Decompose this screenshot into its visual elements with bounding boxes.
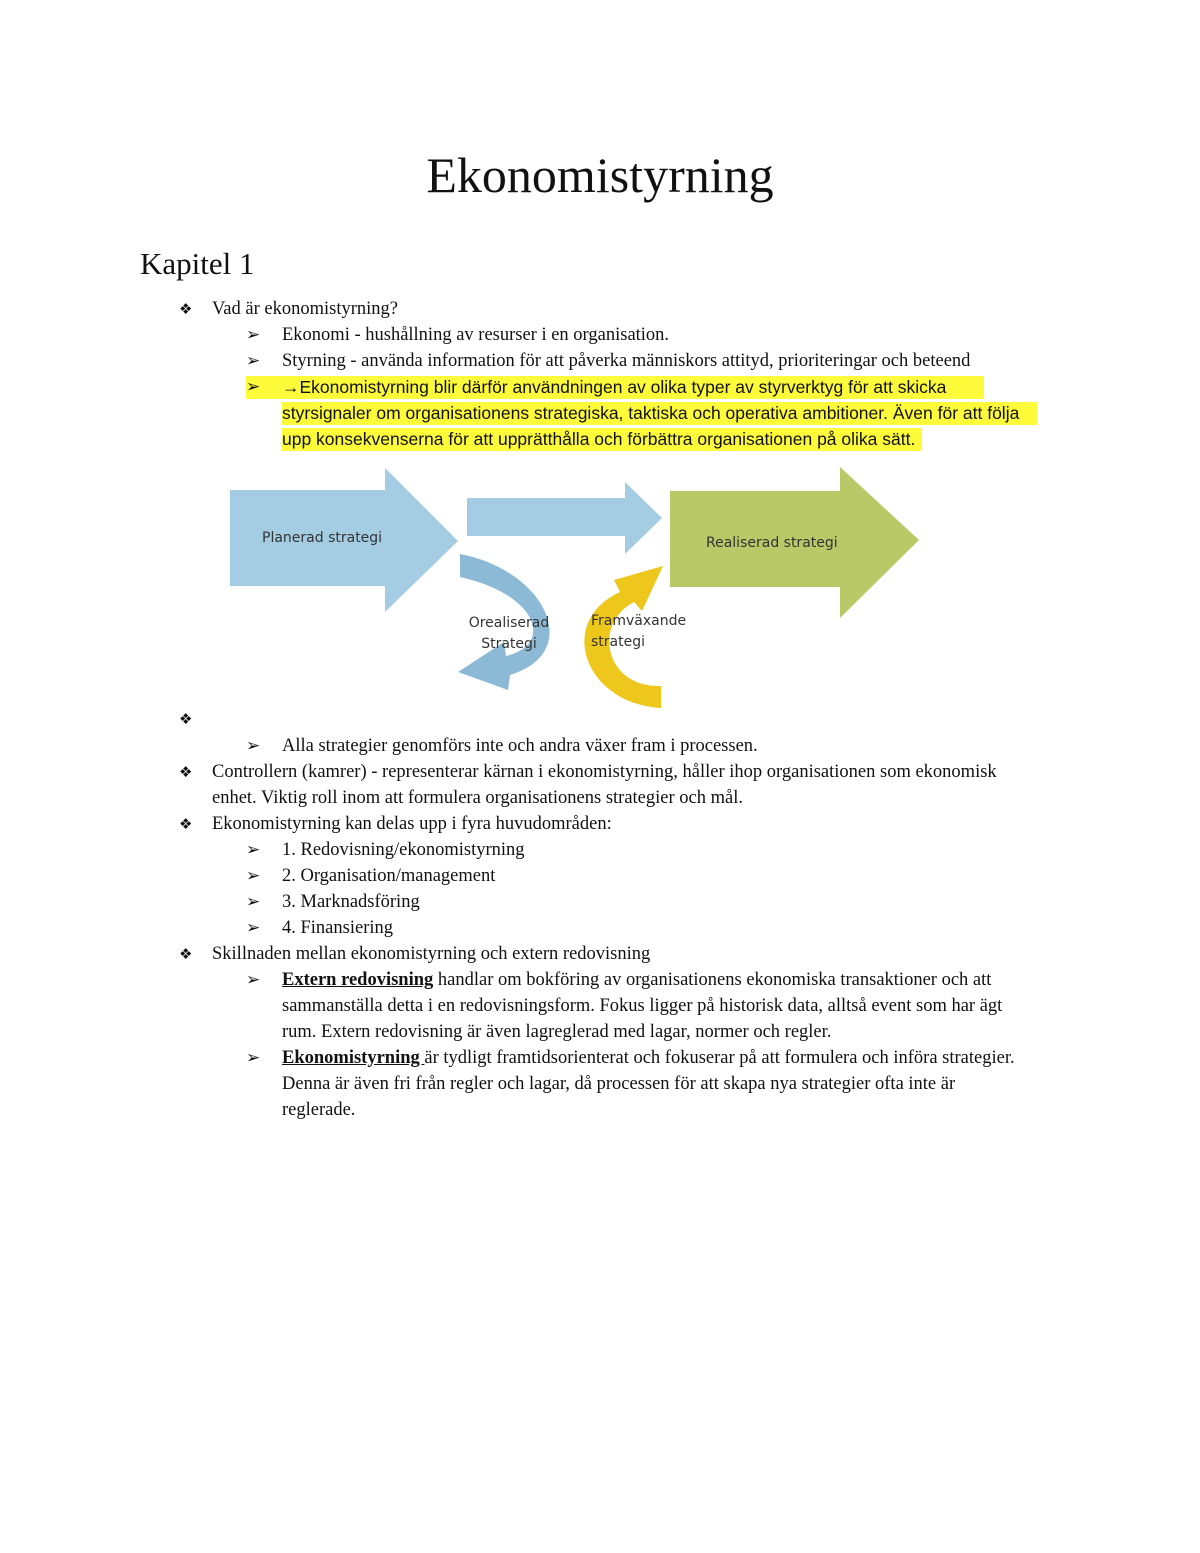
planned-strategy-label: Planerad strategi [262, 530, 383, 546]
extern-paragraph-line: sammanställa detta i en redovisningsform. Fokus ligger på historisk data, alltså event som har ägt [282, 996, 1003, 1016]
ekonomistyrning-paragraph-line: reglerade. [282, 1100, 356, 1120]
definition-line: →Ekonomistyrning blir därför användningen av olika typer av styrverktyg för att skicka [282, 377, 947, 397]
areas-intro: Ekonomistyrning kan delas upp i fyra huvudområden: [212, 814, 612, 834]
arrow-bullet-icon: ➢ [246, 892, 261, 912]
arrow-bullet-icon: ➢ [246, 351, 261, 371]
diamond-bullet-icon: ❖ [179, 300, 193, 318]
definition-line: upp konsekvenserna för att upprätthålla och förbättra organisationen på olika sätt. [282, 429, 916, 449]
diamond-bullet-icon: ❖ [179, 945, 193, 963]
unrealized-strategy-label: Strategi [481, 636, 537, 652]
arrow-bullet-icon: ➢ [246, 736, 261, 756]
list-item: Ekonomi - hushållning av resurser i en organisation. [282, 325, 670, 345]
page-title: Ekonomistyrning [426, 147, 774, 203]
arrow-bullet-icon: ➢ [246, 377, 261, 397]
ekonomistyrning-paragraph-line: Denna är även fri från regler och lagar, då processen för att skapa nya strategier ofta inte är [282, 1074, 956, 1094]
ekonomistyrning-paragraph-line [282, 1045, 1062, 1071]
diamond-bullet-icon: ❖ [179, 763, 193, 781]
list-item: 2. Organisation/management [282, 866, 496, 886]
difference-intro: Skillnaden mellan ekonomistyrning och extern redovisning [212, 944, 651, 964]
ekonomistyrning-text: är tydligt framtidsorienterat och fokuserar på att formulera och införa strategier. [424, 1048, 1015, 1068]
list-item: 4. Finansiering [282, 918, 393, 938]
emergent-strategy-label: Framväxande [591, 613, 687, 629]
extern-paragraph-line: rum. Extern redovisning är även lagreglerad med lagar, normer och regler. [282, 1022, 832, 1042]
definition-line: styrsignaler om organisationens strategiska, taktiska och operativa ambitioner. Även för att följa [282, 403, 1020, 423]
list-item: Styrning - använda information för att påverka människors attityd, prioriteringar och beteend [282, 351, 971, 371]
diamond-bullet-icon: ❖ [179, 710, 193, 728]
list-item: Alla strategier genomförs inte och andra växer fram i processen. [282, 736, 758, 756]
diamond-bullet-icon: ❖ [179, 815, 193, 833]
intended-arrow [467, 482, 662, 554]
realized-strategy-label: Realiserad strategi [706, 535, 838, 551]
controller-text: Controllern (kamrer) - representerar kärnan i ekonomistyrning, håller ihop organisationen som ekonomisk [212, 762, 997, 782]
extern-paragraph-line [282, 967, 1062, 993]
arrow-bullet-icon: ➢ [246, 970, 261, 990]
extern-text: handlar om bokföring av organisationens ekonomiska transaktioner och att [433, 970, 992, 990]
chapter-heading: Kapitel 1 [140, 246, 255, 281]
arrow-bullet-icon: ➢ [246, 325, 261, 345]
arrow-bullet-icon: ➢ [246, 918, 261, 938]
emergent-strategy-label: strategi [591, 634, 645, 650]
ekonomistyrning-term: Ekonomistyrning [282, 1048, 425, 1068]
question-text: Vad är ekonomistyrning? [212, 299, 398, 319]
unrealized-strategy-label: Orealiserad [468, 615, 550, 631]
list-item: 1. Redovisning/ekonomistyrning [282, 840, 525, 860]
arrow-bullet-icon: ➢ [246, 1048, 261, 1068]
list-item: 3. Marknadsföring [282, 892, 420, 912]
arrow-bullet-icon: ➢ [246, 866, 261, 886]
controller-text: enhet. Viktig roll inom att formulera organisationens strategier och mål. [212, 788, 743, 808]
arrow-bullet-icon: ➢ [246, 840, 261, 860]
strategy-diagram [225, 462, 925, 717]
extern-term: Extern redovisning [282, 970, 434, 990]
